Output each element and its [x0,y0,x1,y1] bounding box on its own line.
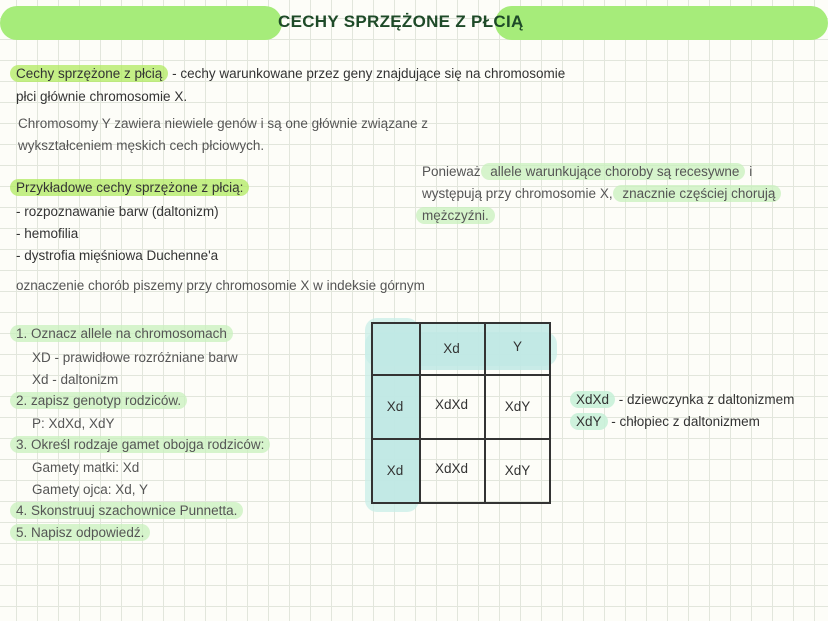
step-3: 3. Określ rodzaje gamet obojga rodziców: [10,436,270,453]
answer-girl-code: XdXd [570,391,615,408]
punnett-grid-line [371,438,551,440]
definition-line2: płci głównie chromosomie X. [16,89,188,104]
page-title: CECHY SPRZĘŻONE Z PŁCIĄ [278,12,524,31]
example-item-1: - rozpoznawanie barw (daltonizm) [16,204,219,219]
step-2-wrap [10,393,187,408]
because-prefix1: Ponieważ [422,164,481,179]
punnett-cell: XdY [504,463,531,478]
title-bar-right [495,6,828,40]
step-4: 4. Skonstruuj szachownice Punnetta. [10,502,243,519]
definition-rest: - cechy warunkowane przez geny znajdujące się na chromosomie [168,66,566,81]
punnett-grid-line [484,322,486,503]
example-item-2: - hemofilia [16,226,79,241]
because-line2 [422,186,781,201]
step-3-father-gametes: Gamety ojca: Xd, Y [32,482,149,497]
step-3-mother-gametes: Gamety matki: Xd [32,460,140,475]
step-2: 2. zapisz genotyp rodziców. [10,392,187,409]
step-1-wrap [10,326,233,341]
punnett-row-header: Xd [386,463,404,478]
step-1-allele-recessive: Xd - daltonizm [32,372,119,387]
punnett-grid-line [419,322,421,503]
because-line3 [416,208,495,223]
punnett-cell: XdXd [434,460,469,476]
because-line1 [422,164,752,179]
punnett-row-header: Xd [386,398,404,414]
y-chrom-line1: Chromosomy Y zawiera niewiele genów i są one głównie związane z [18,116,428,131]
notation-note: oznaczenie chorób piszemy przy chromosomie X w indeksie górnym [16,278,425,293]
punnett-col-header: Xd [443,340,460,356]
examples-heading: Przykładowe cechy sprzężone z płcią: [10,179,249,196]
punnett-col-header: Y [512,338,522,354]
answer-girl [570,392,794,407]
example-item-3: - dystrofia mięśniowa Duchenne'a [16,248,219,263]
punnett-grid-line [549,322,551,503]
y-chrom-line2: wykształceniem męskich cech płciowych. [18,138,265,153]
punnett-grid-line [371,322,373,503]
answer-boy [570,414,760,429]
step-5: 5. Napisz odpowiedź. [10,524,150,541]
answer-boy-text: - chłopiec z daltonizmem [607,414,760,429]
punnett-grid-line [371,502,551,504]
because-suffix1: i [745,164,753,179]
because-highlight2: znacznie częściej chorują [613,185,782,202]
definition-term: Cechy sprzężone z płcią [10,65,168,82]
answer-girl-text: - dziewczynka z daltonizmem [615,392,795,407]
step-2-genotype: P: XdXd, XdY [32,416,115,431]
step-1: 1. Oznacz allele na chromosomach [10,325,233,342]
punnett-grid-line [371,322,551,324]
because-highlight1: allele warunkujące choroby są recesywne [481,163,746,180]
because-prefix2: występują przy chromosomie X, [422,186,613,201]
step-5-wrap [10,525,150,540]
punnett-square [371,322,551,503]
punnett-grid-line [371,374,551,376]
step-3-wrap [10,437,270,452]
examples-heading-wrap [10,180,249,195]
answer-boy-code: XdY [570,413,608,430]
punnett-cell: XdY [504,398,531,414]
punnett-cell: XdXd [434,396,469,412]
step-4-wrap [10,503,243,518]
step-1-allele-dominant: XD - prawidłowe rozróżniane barw [32,350,238,365]
title-bar-left [0,6,282,40]
because-highlight3: mężczyźni. [416,207,495,224]
definition-line1 [10,66,565,81]
